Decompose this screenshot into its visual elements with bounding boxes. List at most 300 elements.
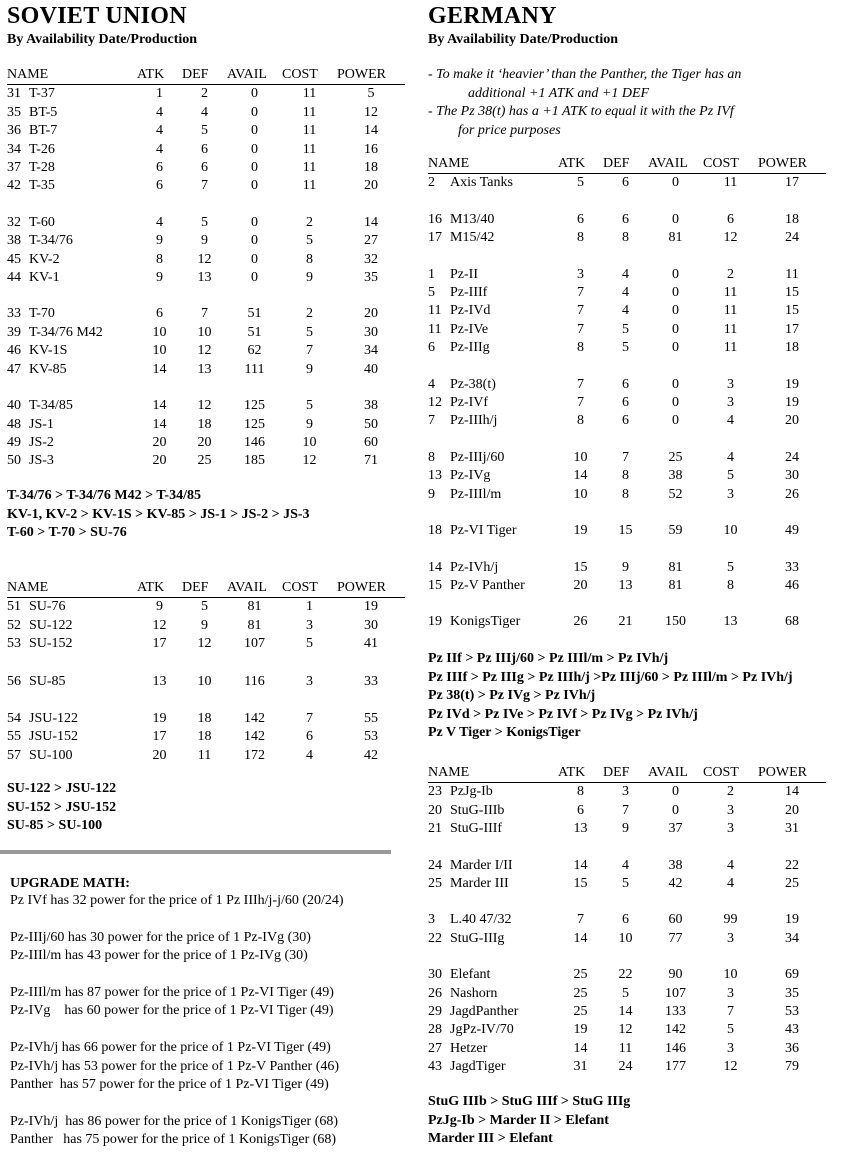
power-value: 19 bbox=[785, 376, 799, 392]
power-value: 16 bbox=[364, 141, 378, 157]
unit-name: JagdPanther bbox=[450, 1004, 519, 1020]
def-value: 7 bbox=[201, 306, 208, 322]
unit-name: T-35 bbox=[29, 178, 55, 194]
column-header: ATK bbox=[137, 67, 165, 82]
soviet-tank-table bbox=[7, 66, 405, 471]
atk-value: 31 bbox=[573, 1059, 588, 1075]
cost-value: 4 bbox=[306, 747, 313, 763]
note-line: for price purposes bbox=[458, 122, 561, 138]
power-value: 20 bbox=[785, 802, 799, 818]
unit-name: JS-2 bbox=[29, 434, 54, 450]
unit-id: 54 bbox=[7, 711, 21, 727]
unit-id: 25 bbox=[428, 876, 442, 892]
avail-value: 125 bbox=[244, 416, 265, 432]
def-value: 10 bbox=[618, 930, 633, 946]
def-value: 9 bbox=[201, 617, 208, 633]
table-row bbox=[7, 177, 405, 195]
cost-value: 11 bbox=[302, 178, 317, 194]
cost-value: 11 bbox=[723, 340, 738, 356]
unit-name: BT-7 bbox=[29, 123, 58, 139]
upgrade-chain-line: StuG IIIb > StuG IIIf > StuG IIIg bbox=[428, 1094, 631, 1109]
table-row bbox=[7, 214, 405, 232]
def-value: 13 bbox=[197, 361, 212, 377]
avail-value: 0 bbox=[251, 123, 258, 139]
group-spacer bbox=[428, 358, 826, 376]
avail-value: 51 bbox=[247, 306, 262, 322]
group-spacer bbox=[428, 248, 826, 266]
def-value: 5 bbox=[201, 123, 208, 139]
upgrade-math-line: Pz-IIIl/m has 87 power for the price of 1 Pz-VI Tiger (49) bbox=[10, 985, 334, 1000]
unit-id: 36 bbox=[7, 123, 21, 139]
def-value: 5 bbox=[622, 340, 629, 356]
avail-value: 52 bbox=[668, 486, 683, 502]
unit-name: Pz-IVg bbox=[450, 468, 491, 484]
table-row bbox=[428, 966, 826, 984]
upgrade-math-line: Pz IVf has 32 power for the price of 1 Pz IIIh/j-j/60 (20/24) bbox=[10, 893, 344, 908]
atk-value: 9 bbox=[156, 599, 163, 615]
def-value: 15 bbox=[618, 523, 633, 539]
table-row bbox=[428, 266, 826, 284]
cost-value: 5 bbox=[727, 468, 734, 484]
power-value: 18 bbox=[364, 160, 378, 176]
table-row bbox=[7, 361, 405, 379]
unit-id: 46 bbox=[7, 343, 21, 359]
avail-value: 81 bbox=[247, 599, 262, 615]
def-value: 6 bbox=[201, 160, 208, 176]
unit-id: 29 bbox=[428, 1004, 442, 1020]
atk-value: 25 bbox=[573, 985, 588, 1001]
atk-value: 7 bbox=[577, 376, 584, 392]
avail-value: 107 bbox=[665, 985, 686, 1001]
unit-id: 21 bbox=[428, 821, 442, 837]
column-header: AVAIL bbox=[227, 580, 267, 595]
cost-value: 5 bbox=[306, 636, 313, 652]
atk-value: 19 bbox=[152, 711, 167, 727]
avail-value: 0 bbox=[251, 160, 258, 176]
unit-id: 22 bbox=[428, 930, 442, 946]
table-row bbox=[7, 635, 405, 653]
power-value: 20 bbox=[785, 413, 799, 429]
unit-id: 6 bbox=[428, 340, 435, 356]
unit-id: 20 bbox=[428, 802, 442, 818]
power-value: 11 bbox=[785, 266, 799, 282]
power-value: 69 bbox=[785, 967, 799, 983]
unit-id: 32 bbox=[7, 214, 21, 230]
avail-value: 142 bbox=[244, 711, 265, 727]
avail-value: 146 bbox=[244, 434, 265, 450]
group-spacer bbox=[428, 839, 826, 857]
table-row bbox=[428, 302, 826, 320]
note-line: - The Pz 38(t) has a +1 ATK to equal it with the Pz IVf bbox=[428, 104, 734, 120]
avail-value: 146 bbox=[665, 1040, 686, 1056]
unit-id: 50 bbox=[7, 453, 21, 469]
def-value: 3 bbox=[622, 784, 629, 800]
power-value: 14 bbox=[785, 784, 799, 800]
avail-value: 0 bbox=[672, 340, 679, 356]
def-value: 4 bbox=[622, 285, 629, 301]
table-row bbox=[428, 522, 826, 540]
column-header: COST bbox=[282, 580, 318, 595]
unit-id: 19 bbox=[428, 614, 442, 630]
table-row bbox=[428, 875, 826, 893]
unit-name: Nashorn bbox=[450, 985, 498, 1001]
atk-value: 19 bbox=[573, 523, 588, 539]
avail-value: 142 bbox=[244, 729, 265, 745]
atk-value: 3 bbox=[577, 266, 584, 282]
column-header: AVAIL bbox=[648, 765, 688, 780]
column-header: ATK bbox=[558, 765, 586, 780]
upgrade-math-line: Pz-IVg has 60 power for the price of 1 Pz-VI Tiger (49) bbox=[10, 1003, 334, 1019]
unit-id: 43 bbox=[428, 1059, 442, 1075]
atk-value: 4 bbox=[156, 104, 163, 120]
def-value: 4 bbox=[201, 104, 208, 120]
cost-value: 11 bbox=[302, 104, 317, 120]
atk-value: 13 bbox=[573, 821, 588, 837]
unit-id: 11 bbox=[428, 303, 442, 319]
unit-id: 11 bbox=[428, 321, 442, 337]
avail-value: 0 bbox=[251, 178, 258, 194]
atk-value: 7 bbox=[577, 395, 584, 411]
power-value: 50 bbox=[364, 416, 378, 432]
power-value: 33 bbox=[364, 673, 378, 689]
avail-value: 116 bbox=[244, 673, 265, 689]
cost-value: 5 bbox=[727, 559, 734, 575]
unit-name: Pz-IIIf bbox=[450, 285, 488, 301]
upgrade-math-line: Panther has 57 power for the price of 1 Pz-VI Tiger (49) bbox=[10, 1077, 329, 1093]
cost-value: 11 bbox=[302, 86, 317, 102]
power-value: 17 bbox=[785, 175, 799, 191]
unit-name: Pz-V Panther bbox=[450, 577, 525, 593]
avail-value: 0 bbox=[251, 104, 258, 120]
group-spacer bbox=[7, 379, 405, 397]
atk-value: 13 bbox=[152, 673, 167, 689]
def-value: 7 bbox=[622, 449, 629, 465]
power-value: 25 bbox=[785, 876, 799, 892]
power-value: 53 bbox=[785, 1004, 799, 1020]
table-row bbox=[428, 783, 826, 802]
avail-value: 51 bbox=[247, 324, 262, 340]
avail-value: 81 bbox=[668, 577, 683, 593]
unit-id: 30 bbox=[428, 967, 442, 983]
table-row bbox=[428, 376, 826, 394]
table-row bbox=[7, 141, 405, 159]
table-row bbox=[7, 85, 405, 104]
soviet-subtitle: By Availability Date/Production bbox=[7, 32, 198, 47]
cost-value: 10 bbox=[302, 434, 317, 450]
power-value: 41 bbox=[364, 636, 378, 652]
avail-value: 59 bbox=[668, 523, 683, 539]
def-value: 5 bbox=[201, 214, 208, 230]
table-row bbox=[428, 321, 826, 339]
cost-value: 10 bbox=[723, 967, 738, 983]
cost-value: 4 bbox=[727, 413, 734, 429]
power-value: 5 bbox=[367, 86, 375, 102]
column-header: NAME bbox=[428, 156, 470, 171]
upgrade-chain-line: T-60 > T-70 > SU-76 bbox=[7, 525, 127, 541]
unit-name: KV-1 bbox=[29, 270, 60, 286]
column-header: DEF bbox=[603, 765, 630, 780]
germany-tank-table bbox=[428, 155, 826, 632]
cost-value: 11 bbox=[723, 303, 738, 319]
unit-name: Pz-IVh/j bbox=[450, 559, 499, 575]
unit-name: T-37 bbox=[29, 86, 55, 102]
def-value: 10 bbox=[197, 324, 212, 340]
table-row bbox=[428, 1058, 826, 1076]
atk-value: 9 bbox=[156, 233, 163, 249]
power-value: 26 bbox=[785, 486, 799, 502]
avail-value: 172 bbox=[244, 747, 265, 763]
atk-value: 10 bbox=[152, 343, 167, 359]
cost-value: 1 bbox=[306, 599, 313, 615]
upgrade-chain-line: SU-122 > JSU-122 bbox=[7, 781, 117, 796]
unit-id: 33 bbox=[7, 306, 21, 322]
cost-value: 5 bbox=[306, 233, 313, 249]
unit-id: 5 bbox=[428, 285, 435, 301]
power-value: 43 bbox=[785, 1022, 799, 1038]
unit-id: 42 bbox=[7, 178, 21, 194]
soviet-sp-chains bbox=[7, 780, 116, 836]
unit-id: 9 bbox=[428, 486, 435, 502]
table-row bbox=[7, 104, 405, 122]
power-value: 14 bbox=[364, 214, 378, 230]
power-value: 55 bbox=[364, 711, 378, 727]
spacer bbox=[10, 1094, 344, 1112]
column-header: NAME bbox=[7, 580, 49, 595]
power-value: 17 bbox=[785, 321, 799, 337]
unit-id: 27 bbox=[428, 1040, 442, 1056]
unit-name: M15/42 bbox=[450, 230, 495, 246]
power-value: 19 bbox=[785, 395, 799, 411]
atk-value: 8 bbox=[577, 340, 584, 356]
column-header: COST bbox=[703, 765, 739, 780]
table-row bbox=[7, 710, 405, 728]
cost-value: 3 bbox=[727, 930, 734, 946]
atk-value: 4 bbox=[156, 123, 163, 139]
table-row bbox=[428, 486, 826, 504]
atk-value: 20 bbox=[152, 747, 167, 763]
upgrade-chain-line: T-34/76 > T-34/76 M42 > T-34/85 bbox=[7, 488, 201, 503]
cost-value: 8 bbox=[727, 577, 734, 593]
atk-value: 6 bbox=[156, 306, 163, 322]
avail-value: 38 bbox=[668, 468, 683, 484]
cost-value: 2 bbox=[727, 266, 734, 282]
atk-value: 8 bbox=[156, 251, 163, 267]
cost-value: 8 bbox=[306, 251, 313, 267]
table-row bbox=[428, 613, 826, 631]
germany-sp-chains bbox=[428, 1093, 630, 1149]
soviet-sp-table bbox=[7, 579, 405, 765]
power-value: 33 bbox=[785, 559, 799, 575]
avail-value: 0 bbox=[672, 376, 679, 392]
avail-value: 62 bbox=[247, 343, 262, 359]
def-value: 6 bbox=[622, 376, 629, 392]
table-row bbox=[428, 930, 826, 948]
avail-value: 0 bbox=[251, 141, 258, 157]
power-value: 24 bbox=[785, 230, 799, 246]
table-row bbox=[7, 728, 405, 746]
table-row bbox=[428, 1040, 826, 1058]
avail-value: 125 bbox=[244, 398, 265, 414]
atk-value: 8 bbox=[577, 413, 584, 429]
unit-name: Pz-IVd bbox=[450, 303, 491, 319]
unit-name: JgPz-IV/70 bbox=[450, 1022, 514, 1038]
power-value: 14 bbox=[364, 123, 378, 139]
def-value: 25 bbox=[197, 453, 212, 469]
def-value: 5 bbox=[622, 876, 629, 892]
unit-id: 34 bbox=[7, 141, 21, 157]
atk-value: 14 bbox=[152, 398, 167, 414]
unit-name: Pz-VI Tiger bbox=[450, 523, 517, 539]
power-value: 53 bbox=[364, 729, 378, 745]
def-value: 24 bbox=[618, 1059, 633, 1075]
avail-value: 107 bbox=[244, 636, 265, 652]
cost-value: 3 bbox=[727, 486, 734, 502]
unit-name: Pz-38(t) bbox=[450, 376, 496, 392]
power-value: 32 bbox=[364, 251, 378, 267]
cost-value: 2 bbox=[306, 214, 313, 230]
unit-name: Pz-IVf bbox=[450, 395, 489, 411]
unit-name: Axis Tanks bbox=[450, 175, 513, 191]
def-value: 9 bbox=[622, 821, 629, 837]
unit-id: 48 bbox=[7, 416, 21, 432]
atk-value: 10 bbox=[152, 324, 167, 340]
atk-value: 7 bbox=[577, 321, 584, 337]
def-value: 5 bbox=[622, 985, 629, 1001]
unit-name: Pz-II bbox=[450, 266, 478, 282]
unit-name: T-60 bbox=[29, 214, 55, 230]
table-row bbox=[428, 412, 826, 430]
def-value: 2 bbox=[201, 86, 208, 102]
power-value: 19 bbox=[364, 599, 378, 615]
unit-id: 2 bbox=[428, 175, 435, 191]
atk-value: 5 bbox=[577, 175, 584, 191]
cost-value: 9 bbox=[306, 361, 313, 377]
unit-id: 52 bbox=[7, 617, 21, 633]
avail-value: 0 bbox=[251, 214, 258, 230]
cost-value: 2 bbox=[306, 306, 313, 322]
table-row bbox=[7, 324, 405, 342]
def-value: 22 bbox=[618, 967, 633, 983]
cost-value: 10 bbox=[723, 523, 738, 539]
unit-name: BT-5 bbox=[29, 104, 58, 120]
unit-id: 45 bbox=[7, 251, 21, 267]
avail-value: 60 bbox=[668, 912, 683, 928]
power-value: 15 bbox=[785, 303, 799, 319]
def-value: 12 bbox=[197, 636, 212, 652]
unit-name: T-34/76 M42 bbox=[29, 324, 103, 340]
atk-value: 14 bbox=[573, 468, 588, 484]
atk-value: 19 bbox=[573, 1022, 588, 1038]
unit-id: 47 bbox=[7, 361, 21, 377]
unit-id: 55 bbox=[7, 729, 21, 745]
upgrade-math-line: Pz-IIIl/m has 43 power for the price of 1 Pz-IVg (30) bbox=[10, 948, 308, 964]
avail-value: 111 bbox=[244, 361, 265, 377]
germany-tank-chains bbox=[428, 650, 793, 743]
unit-id: 51 bbox=[7, 599, 21, 615]
avail-value: 0 bbox=[251, 233, 258, 249]
upgrade-chain-line: SU-152 > JSU-152 bbox=[7, 799, 117, 815]
atk-value: 10 bbox=[573, 486, 588, 502]
group-spacer bbox=[7, 654, 405, 673]
table-row bbox=[7, 598, 405, 617]
avail-value: 0 bbox=[672, 802, 679, 818]
avail-value: 81 bbox=[247, 617, 262, 633]
unit-name: JS-3 bbox=[29, 453, 54, 469]
table-row bbox=[7, 305, 405, 323]
group-spacer bbox=[428, 893, 826, 911]
spacer bbox=[10, 910, 344, 928]
cost-value: 99 bbox=[723, 912, 738, 928]
group-spacer bbox=[7, 287, 405, 305]
upgrade-math-line: Pz-IVh/j has 53 power for the price of 1 Pz-V Panther (46) bbox=[10, 1058, 340, 1074]
column-header: POWER bbox=[337, 580, 386, 595]
unit-name: SU-100 bbox=[29, 747, 73, 763]
table-row bbox=[7, 434, 405, 452]
unit-id: 24 bbox=[428, 857, 442, 873]
column-header: DEF bbox=[603, 156, 630, 171]
unit-name: KV-1S bbox=[29, 343, 68, 359]
table-row bbox=[7, 416, 405, 434]
cost-value: 3 bbox=[727, 821, 734, 837]
section-divider bbox=[0, 850, 391, 854]
avail-value: 0 bbox=[251, 86, 258, 102]
table-row bbox=[7, 251, 405, 269]
power-value: 12 bbox=[364, 104, 378, 120]
upgrade-math-line: Pz-IVh/j has 86 power for the price of 1 KonigsTiger (68) bbox=[10, 1113, 339, 1129]
column-header: AVAIL bbox=[648, 156, 688, 171]
upgrade-chain-line: PzJg-Ib > Marder II > Elefant bbox=[428, 1112, 609, 1128]
unit-name: KonigsTiger bbox=[450, 614, 521, 630]
table-row bbox=[428, 802, 826, 820]
cost-value: 3 bbox=[727, 802, 734, 818]
unit-name: StuG-IIIg bbox=[450, 930, 505, 946]
cost-value: 6 bbox=[306, 729, 313, 745]
def-value: 13 bbox=[618, 577, 633, 593]
atk-value: 15 bbox=[573, 559, 588, 575]
def-value: 18 bbox=[197, 416, 212, 432]
avail-value: 0 bbox=[672, 413, 679, 429]
def-value: 8 bbox=[622, 230, 629, 246]
cost-value: 12 bbox=[302, 453, 317, 469]
atk-value: 20 bbox=[573, 577, 588, 593]
unit-name: JagdTiger bbox=[450, 1059, 506, 1075]
atk-value: 12 bbox=[152, 617, 167, 633]
avail-value: 77 bbox=[668, 930, 683, 946]
def-value: 4 bbox=[622, 857, 629, 873]
group-spacer bbox=[428, 193, 826, 211]
atk-value: 14 bbox=[152, 361, 167, 377]
atk-value: 14 bbox=[152, 416, 167, 432]
power-value: 35 bbox=[785, 985, 799, 1001]
upgrade-title: UPGRADE MATH: bbox=[10, 876, 130, 891]
atk-value: 20 bbox=[152, 453, 167, 469]
power-value: 68 bbox=[785, 614, 799, 630]
upgrade-chain-line: Marder III > Elefant bbox=[428, 1131, 553, 1147]
unit-name: KV-2 bbox=[29, 251, 60, 267]
cost-value: 3 bbox=[727, 985, 734, 1001]
unit-name: T-26 bbox=[29, 141, 55, 157]
atk-value: 8 bbox=[577, 784, 584, 800]
spacer bbox=[10, 1021, 344, 1039]
cost-value: 4 bbox=[727, 449, 734, 465]
unit-id: 18 bbox=[428, 523, 442, 539]
unit-name: T-34/76 bbox=[29, 233, 73, 249]
column-header: POWER bbox=[758, 156, 807, 171]
unit-id: 53 bbox=[7, 636, 21, 652]
table-row bbox=[428, 174, 826, 193]
power-value: 79 bbox=[785, 1059, 799, 1075]
atk-value: 6 bbox=[156, 160, 163, 176]
